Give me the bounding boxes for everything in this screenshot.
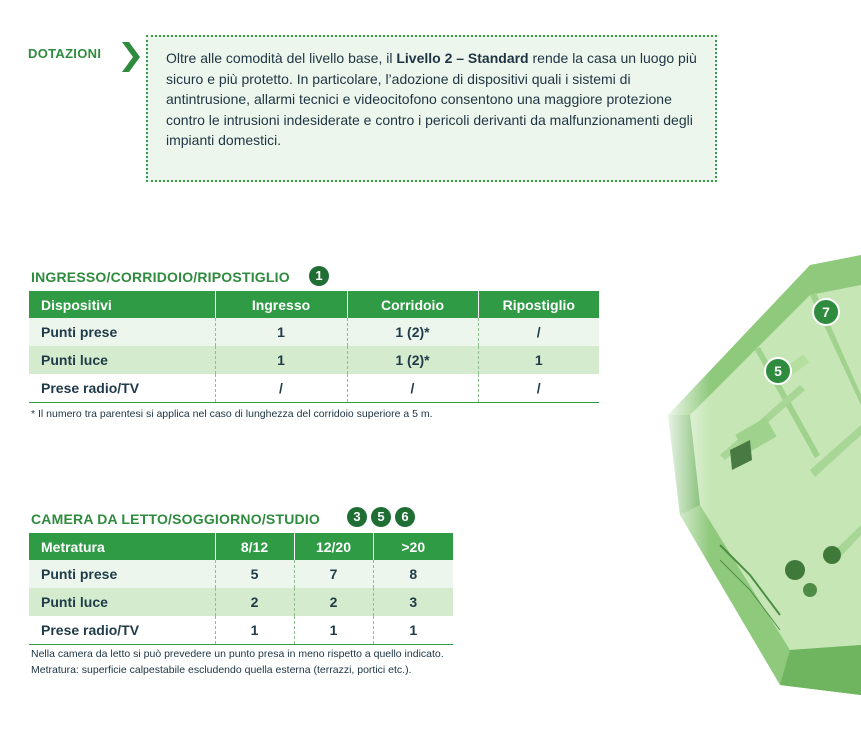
room-badge: 5 <box>371 507 391 527</box>
chevron-right-icon <box>120 42 140 72</box>
room-badge: 3 <box>347 507 367 527</box>
row-label: Punti prese <box>29 318 215 346</box>
table-cell: 1 <box>215 318 347 346</box>
row-label: Prese radio/TV <box>29 616 215 644</box>
table-cell: / <box>215 374 347 402</box>
table-cell: 1 <box>215 346 347 374</box>
row-label: Punti luce <box>29 588 215 616</box>
table-camera <box>29 533 453 645</box>
column-header: Ingresso <box>215 291 347 318</box>
table-header-row <box>29 533 453 560</box>
column-header: Dispositivi <box>29 291 215 318</box>
intro-text-end: rende la casa un luogo più sicuro e più protetto. In particolare, l’adozione di dispositivi quali i sistemi di antintrusione, allarmi tecnici e videocitofono consentono una maggiore protezione contro le intrusioni indesiderate e contro i pericoli derivanti da malfunzionamenti degli impianti domestici. <box>166 50 697 148</box>
table-cell: 2 <box>294 588 373 616</box>
table-cell: 5 <box>215 560 294 588</box>
column-header: >20 <box>373 533 453 560</box>
table-cell: 1 <box>215 616 294 644</box>
footnote: Metratura: superficie calpestabile escludendo quella esterna (terrazzi, portici etc.). <box>31 664 412 676</box>
row-label: Prese radio/TV <box>29 374 215 402</box>
column-header: 12/20 <box>294 533 373 560</box>
table-cell: 1 (2)* <box>347 346 478 374</box>
table-cell: 2 <box>215 588 294 616</box>
row-label: Punti luce <box>29 346 215 374</box>
section-title-camera: CAMERA DA LETTO/SOGGIORNO/STUDIO <box>31 511 320 527</box>
table-row <box>29 616 453 644</box>
table-row <box>29 588 453 616</box>
intro-text-box <box>146 35 717 182</box>
table-row <box>29 318 599 346</box>
table-row <box>29 374 599 402</box>
column-header: 8/12 <box>215 533 294 560</box>
table-cell: 1 (2)* <box>347 318 478 346</box>
footnote: Nella camera da letto si può prevedere un punto presa in meno rispetto a quello indicato. <box>31 648 444 660</box>
room-badge: 6 <box>395 507 415 527</box>
table-cell: 7 <box>294 560 373 588</box>
table-cell: 1 <box>294 616 373 644</box>
table-row <box>29 346 599 374</box>
table-ingresso <box>29 291 599 403</box>
column-header: Ripostiglio <box>478 291 599 318</box>
house-badge-label: 5 <box>774 363 782 379</box>
table-cell: / <box>478 318 599 346</box>
row-label: Punti prese <box>29 560 215 588</box>
table-row <box>29 560 453 588</box>
house-badge-label: 7 <box>822 304 830 320</box>
section-label-dotazioni: DOTAZIONI <box>28 46 102 61</box>
intro-text-bold: Livello 2 – Standard <box>396 50 529 66</box>
table-cell: 8 <box>373 560 453 588</box>
table-cell: / <box>478 374 599 402</box>
table-cell: 1 <box>373 616 453 644</box>
section-title-ingresso: INGRESSO/CORRIDOIO/RIPOSTIGLIO <box>31 269 290 285</box>
room-badge: 1 <box>309 266 329 286</box>
column-header: Metratura <box>29 533 215 560</box>
table-cell: 3 <box>373 588 453 616</box>
house-floorplan-illustration <box>660 255 861 705</box>
footnote: * Il numero tra parentesi si applica nel caso di lunghezza del corridoio superiore a 5 m. <box>31 408 433 420</box>
table-cell: 1 <box>478 346 599 374</box>
intro-text-start: Oltre alle comodità del livello base, il <box>166 50 397 66</box>
table-header-row <box>29 291 599 318</box>
table-cell: / <box>347 374 478 402</box>
column-header: Corridoio <box>347 291 478 318</box>
